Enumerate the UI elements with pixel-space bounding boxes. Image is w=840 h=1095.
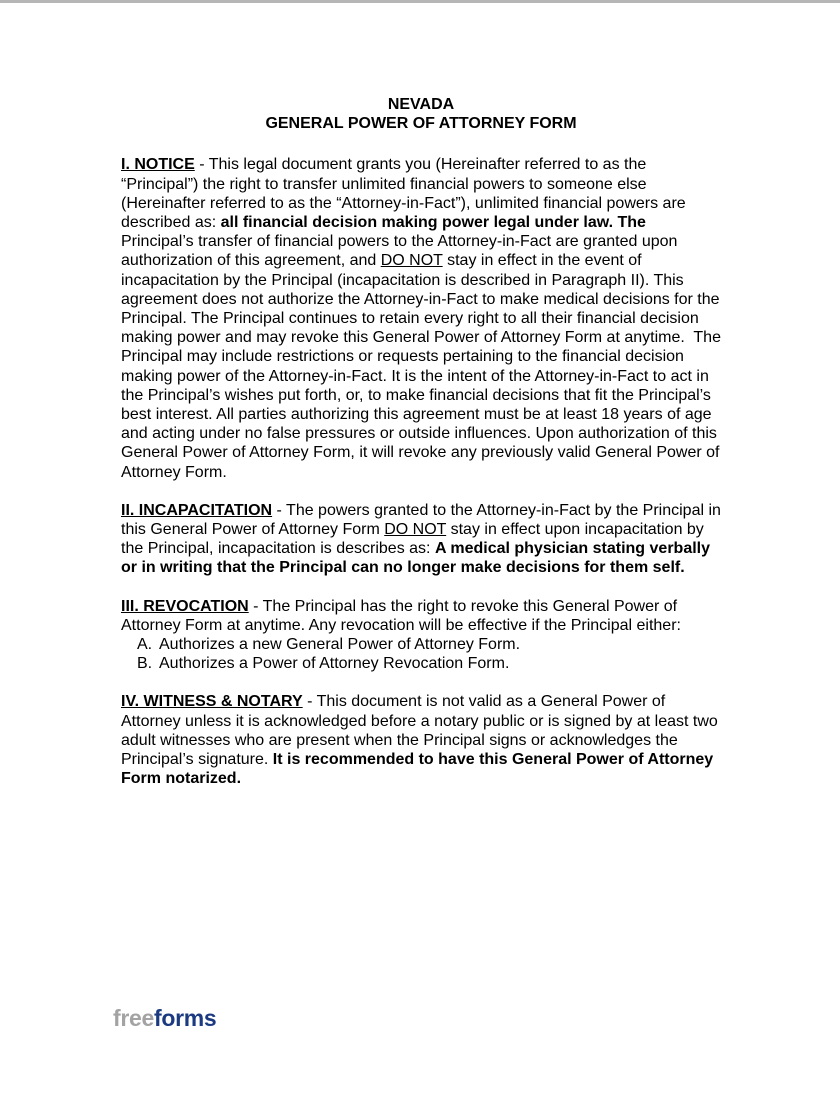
list-item-marker: B.	[137, 655, 153, 673]
title-line-state: NEVADA	[387, 96, 455, 113]
list-item-marker: A.	[137, 636, 153, 654]
text-segment: - The powers granted to the Attorney-in-Fact by the Principal in this General Power of Attorney Form	[121, 501, 726, 539]
section-paragraph-notice	[121, 155, 726, 481]
page-top-edge	[0, 0, 840, 3]
text-segment: - This legal document grants you (Hereinafter referred to as the “Principal”) the right to transfer unlimited financial powers to someone else (Hereinafter referred to as the “Attorney-in-Fact”), unlimited financial powers are described as:	[121, 156, 691, 232]
text-segment: - This document is not valid as a General Power of Attorney unless it is acknowledged before a notary public or is signed by at least two adult witnesses who are present when the Principal signs or acknowledges the Principal’s signature.	[121, 693, 723, 769]
text-segment: DO NOT	[384, 521, 447, 539]
section-heading-incapacitation: II. INCAPACITATION	[121, 501, 273, 519]
section-paragraph-incapacitation	[121, 501, 726, 578]
list-item	[121, 635, 721, 654]
freeforms-logo	[113, 1005, 216, 1031]
document-title	[121, 95, 721, 133]
section-heading-witness-notary: IV. WITNESS & NOTARY	[121, 693, 303, 711]
title-line-form: GENERAL POWER OF ATTORNEY FORM	[265, 115, 577, 133]
text-segment: It is recommended to have this General Power of Attorney Form notarized.	[121, 751, 718, 788]
section-paragraph-revocation	[121, 597, 721, 635]
text-segment: all financial decision making power legal under law. The	[220, 214, 646, 232]
list-item-text: Authorizes a Power of Attorney Revocation Form.	[159, 655, 510, 673]
section-heading-notice: I. NOTICE	[121, 156, 195, 174]
list-item	[121, 654, 721, 673]
text-segment: stay in effect upon incapacitation by the Principal, incapacitation is describes as:	[121, 521, 709, 558]
document-sections	[121, 155, 726, 788]
list-item-text: Authorizes a new General Power of Attorney Form.	[159, 636, 521, 654]
document-content	[121, 95, 726, 808]
section-paragraph-witness-notary	[121, 692, 721, 788]
text-segment: stay in effect in the event of incapacitation by the Principal (incapacitation is described in Paragraph II). This agreement does not authorize the Attorney-in-Fact to make medical decisions for the Principal. The Principal continues to retain every right to all their financial decision making power and may revoke this General Power of Attorney Form at anytime. The Principal may include restrictions or requests pertaining to the financial decision making power of the Attorney-in-Fact. It is the intent of the Attorney-in-Fact to act in the Principal’s wishes put forth, or, to make financial decisions that fit the Principal’s best interest. All parties authorizing this agreement must be at least 18 years of age and acting under no false pressures or outside influences. Upon authorization of this General Power of Attorney Form, it will revoke any previously valid General Power of Attorney Form.	[121, 252, 726, 481]
revocation-options-list	[121, 635, 721, 673]
text-segment: DO NOT	[380, 252, 443, 270]
text-segment: Principal’s transfer of financial powers to the Attorney-in-Fact are granted upon authorization of this agreement, and	[121, 214, 682, 270]
logo-text-free: free	[113, 1005, 154, 1031]
logo-text-forms: forms	[154, 1005, 217, 1031]
section-heading-revocation: III. REVOCATION	[121, 597, 249, 615]
text-segment: A medical physician stating verbally or in writing that the Principal can no longer make decisions for them self.	[121, 540, 715, 577]
text-segment: - The Principal has the right to revoke this General Power of Attorney Form at anytime. Any revocation will be effective if the Principal either:	[121, 597, 681, 634]
